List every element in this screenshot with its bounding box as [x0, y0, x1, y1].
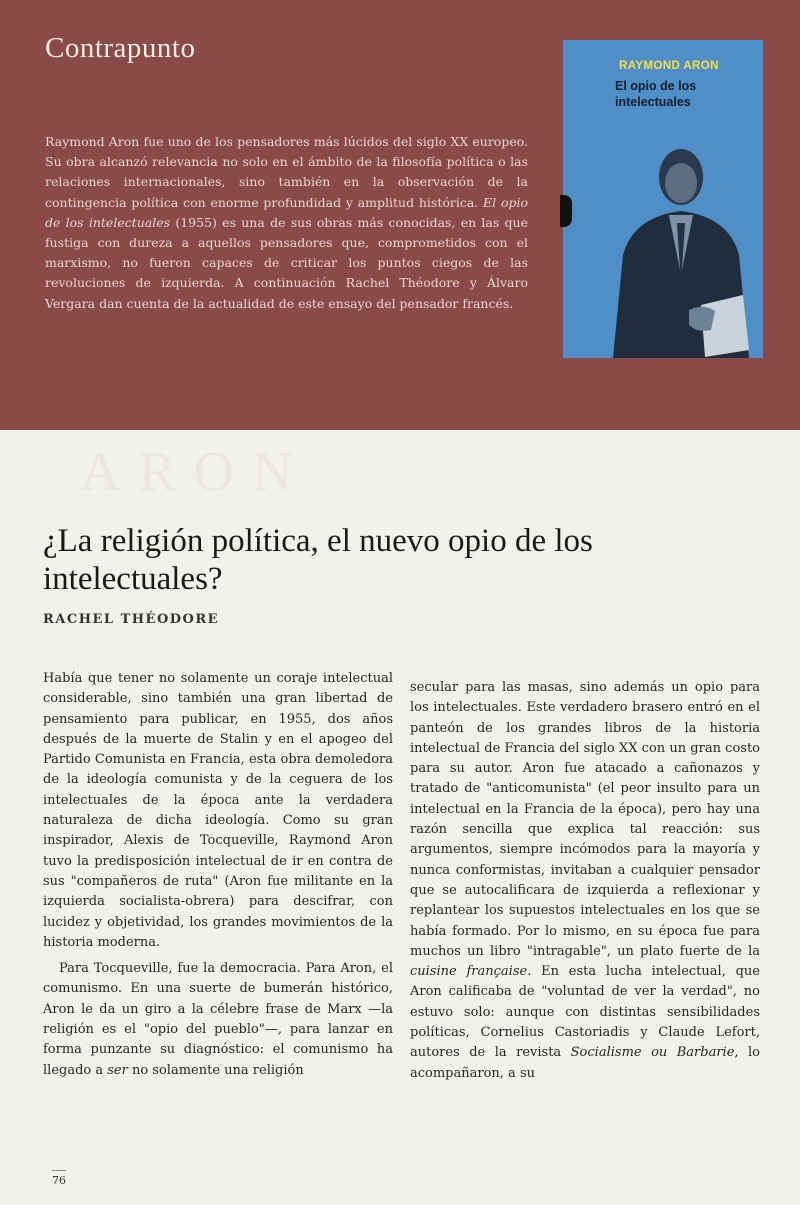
cover-spine-tab: [560, 195, 572, 227]
paragraph-2-text-c: . En esta lucha intelectual, que Aron calificaba de "voluntad de ver la verdad", no estuvo solo: aunque con distintas sensibilidades políticas, Cornelius Castoriadis y Claude Lefort, autores de la revista: [410, 964, 760, 1061]
intro-book-title: El opio de los intelectuales: [45, 194, 528, 230]
article-paragraph-1: Había que tener no solamente un coraje intelectual considerable, sino también una gran libertad de pensamiento para publicar, en 1955, dos años después de la muerte de Stalin y en el apogeo del Partido Comunista en Francia, esta obra demoledora de la ideología comunista y de la ceguera de los intelectuales de la época ante la verdadera naturaleza de dicha ideología. Como su gran inspirador, Alexis de Tocqueville, Raymond Aron tuvo la predisposición intelectual de ir en contra de sus "compañeros de ruta" (Aron fue militante en la izquierda socialista-obrera) para descifrar, con lucidez y objetividad, los grandes movimientos de la historia moderna.: [43, 671, 393, 950]
author-portrait: [593, 135, 753, 358]
paragraph-2-emphasis-revista: Socialisme ou Barbarie: [570, 1045, 735, 1061]
background-watermark-text: ARON: [80, 441, 311, 503]
paragraph-2-text-d: , lo acompañaron, a su: [410, 1045, 761, 1081]
intro-text-2: (1955) es una de sus obras más conocidas, en las que fustiga con dureza a aquellos pensadores que, comprometidos con el marxismo, no fueron capaces de criticar los puntos ciegos de las revoluciones de izquierda. A continuación Rachel Théodore y Álvaro Vergara dan cuenta de la actualidad de este ensayo del pensador francés.: [45, 214, 528, 311]
article-paragraph-2-continued: [410, 678, 760, 1084]
paragraph-2-emphasis-cuisine: cuisine française: [410, 964, 528, 980]
cover-title: El opio de los intelectuales: [615, 79, 697, 109]
article-headline: ¿La religión política, el nuevo opio de los intelectuales?: [43, 523, 593, 597]
article-column-right: [410, 678, 760, 1084]
cover-author: RAYMOND ARON: [619, 60, 719, 72]
book-cover-image: [563, 40, 763, 358]
article-column-left: [43, 669, 393, 1081]
article-byline: RACHEL THÉODORE: [43, 612, 220, 627]
paragraph-2-emphasis-ser: ser: [107, 1062, 128, 1078]
section-label: Contrapunto: [45, 32, 196, 64]
paragraph-2-text-b: secular para las masas, sino además un opio para los intelectuales. Este verdadero brasero entró en el panteón de los grandes libros de la historia intelectual de Francia del siglo XX con un gran costo para su autor. Aron fue atacado a cañonazos y tratado de "anticomunista" (el peor insulto para un intelectual en la Francia de la época), pero hay una razón sencilla que explica tal reacción: sus argumentos, siempre incómodos para la mayoría y nunca conformistas, invitaban a cualquier pensador que se autocalificara de izquierda a reflexionar y replantear los supuestos intelectuales en los que se había formado. Por lo mismo, en su época fue para muchos un libro "intragable", un plato fuerte de la: [410, 680, 760, 959]
paragraph-2-text-a: Para Tocqueville, fue la democracia. Para Aron, el comunismo. En una suerte de bumerán histórico, Aron le da un giro a la célebre frase de Marx —la religión es el "opio del pueblo"—, para lanzar en forma punzante su diagnóstico: el comunismo ha llegado a: [43, 961, 393, 1078]
contrapunto-banner: [0, 0, 800, 430]
page-number: 76: [52, 1170, 66, 1187]
paragraph-2-text-b-left: no solamente una religión: [127, 1062, 304, 1078]
article-paragraph-2-start: [43, 959, 393, 1081]
intro-text-1: Raymond Aron fue uno de los pensadores más lúcidos del siglo XX europeo. Su obra alcanzó relevancia no solo en el ámbito de la filosofía política o las relaciones internacionales, sino también en la observación de la contingencia política con enorme profundidad y amplitud histórica.: [45, 134, 528, 210]
intro-paragraph: [45, 132, 528, 314]
